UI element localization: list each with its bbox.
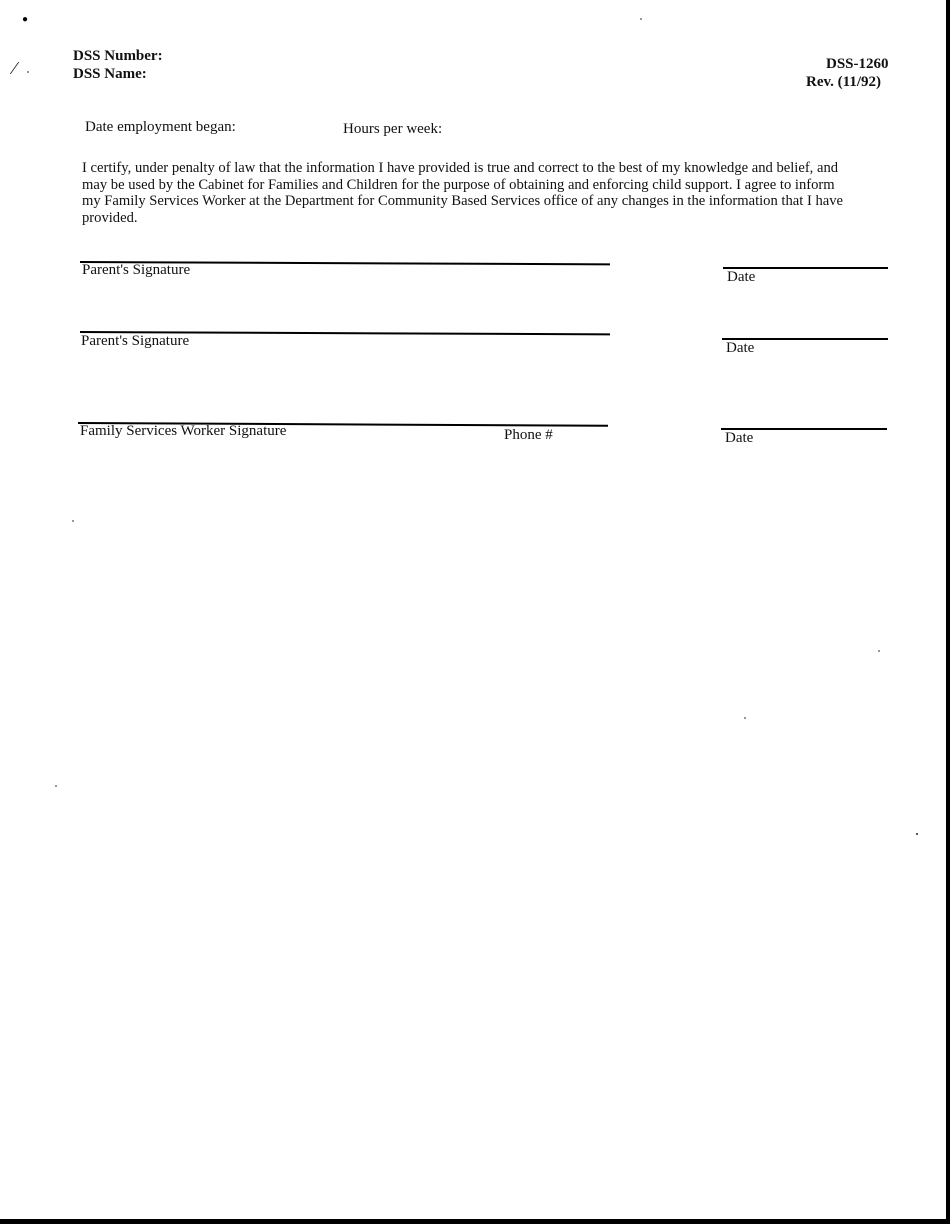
scan-mark: ⁄ bbox=[13, 58, 17, 78]
form-number: DSS-1260 bbox=[826, 56, 889, 72]
scan-border-bottom bbox=[0, 1219, 950, 1224]
certification-line: provided. bbox=[82, 209, 138, 226]
dss-number-label: DSS Number: bbox=[73, 48, 163, 64]
parent-signature-label-2: Parent's Signature bbox=[81, 333, 190, 349]
certification-line: may be used by the Cabinet for Families and Children for the purpose of obtaining and enforcing child support. I agree to inform bbox=[82, 176, 835, 193]
scan-border-right bbox=[946, 0, 950, 1224]
scan-speck bbox=[72, 520, 74, 522]
scan-speck bbox=[640, 18, 642, 20]
hours-per-week-label: Hours per week: bbox=[343, 121, 443, 137]
certification-line: my Family Services Worker at the Department for Community Based Services office of any changes in the information that I have bbox=[82, 193, 844, 209]
certification-statement bbox=[82, 160, 894, 226]
certification-line: I certify, under penalty of law that the information I have provided is true and correct to the best of my knowledge and belief, and bbox=[82, 160, 839, 176]
scan-speck bbox=[55, 785, 57, 787]
scan-speck bbox=[744, 717, 746, 719]
parent-signature-label: Parent's Signature bbox=[82, 262, 191, 278]
dss-name-label: DSS Name: bbox=[73, 66, 147, 82]
worker-signature-label: Family Services Worker Signature bbox=[80, 423, 287, 439]
worker-date-label: Date bbox=[725, 430, 754, 446]
parent-date-label: Date bbox=[727, 269, 756, 285]
scan-speck bbox=[878, 650, 880, 652]
date-employment-began-label: Date employment began: bbox=[85, 119, 236, 135]
scan-speck bbox=[27, 71, 29, 73]
parent-date-label-2: Date bbox=[726, 340, 755, 356]
form-revision: Rev. (11/92) bbox=[806, 74, 881, 90]
scan-mark: ● bbox=[22, 14, 29, 25]
worker-phone-label: Phone # bbox=[504, 427, 553, 443]
scan-speck bbox=[916, 833, 918, 835]
